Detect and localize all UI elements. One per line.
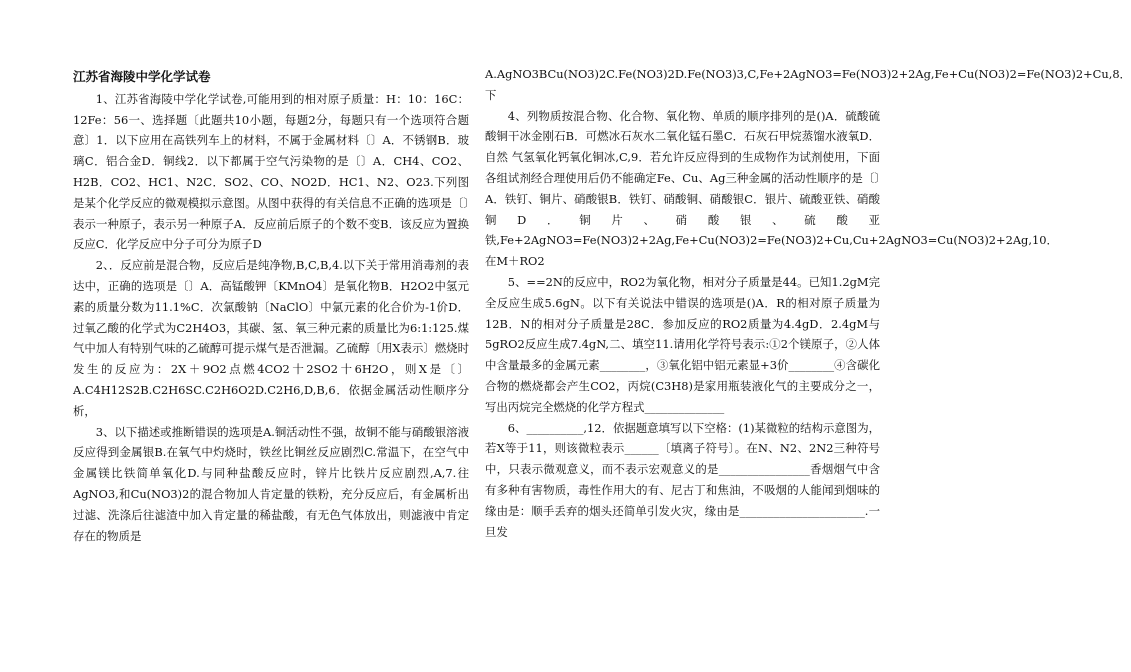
paragraph: 1、江苏省海陵中学化学试卷,可能用到的相对原子质量：H：10：16C：12Fe：56一、选择题〔此题共10小题，每题2分，每题只有一个选项符合题意〕1．以下应用在高铁列车上的材料，不属于金属材料〔〕A．不锈钢B．玻璃C．铝合金D．铜线2．以下都属于空气污染物的是〔〕A．CH4、CO2、H2B．CO2、HC1、N2C．SO2、CO、NO2D．HC1、N2、O23.下列图是某个化学反应的微观模拟示意图。从图中获得的有关信息不正确的选项是〔〕表示一种原子，表示另一种原子A．反应前后原子的个数不变B．该反应为置换反应C．化学反应中分子可分为原子D bbox=[73, 91, 469, 252]
paragraph: 6、__________,12．依据题意填写以下空格：(1)某微粒的结构示意图为，若X等于11，则该微粒表示______〔填离子符号〕。在N、N2、2N2三种符号中，只表示微观意义，而不表示宏观意义的是________________香烟烟气中含有多种有害物质，毒性作用大的有、尼古丁和焦油，不吸烟的人能闻到烟味的缘由是：顺手丢弃的烟头还简单引发火灾，缘由是______________________.一旦发 bbox=[485, 420, 880, 539]
right-column bbox=[485, 64, 1131, 542]
paragraph: 2、．反应前是混合物，反应后是纯净物,B,C,B,4.以下关于常用消毒剂的表达中，正确的选项是〔〕A．高锰酸钾〔KMnO4〕是氧化物B．H2O2中氢元素的质量分数为11.1%C．次氯酸钠〔NaClO〕中氯元素的化合价为-1价D．过氧乙酸的化学式为C2H4O3，其碳、氢、氧三种元素的质量比为6:1:125.煤气中加人有特别气味的乙硫醇可提示煤气是否泄漏。乙硫醇〔用X表示〕燃烧时发生的反应为：2X＋9O2点燃4CO2十2SO2十6H2O，则X是〔〕A.C4H12S2B.C2H6SC.C2H6O2D.C2H6,D,B,6．依据金属活动性顺序分析， bbox=[73, 258, 469, 418]
document-title: 江苏省海陵中学化学试卷 bbox=[73, 69, 211, 84]
paragraph: 5、==2N的反应中，RO2为氧化物，相对分子质量是44。已知1.2gM完全反应生成5.6gN。以下有关说法中错误的选项是()A．R的相对原子质量为12B．N的相对分子质量是28C．参加反应的RO2质量为4.4gD．2.4gM与5gRO2反应生成7.4gN,二、填空11.请用化学符号表示:①2个镁原子，②人体中含量最多的金属元素________，③氧化铝中铝元素显+3价________④含碳化合物的燃烧都会产生CO2，丙烷(C3H8)是家用瓶装液化气的主要成分之一，写出丙烷完全燃烧的化学方程式______________ bbox=[485, 274, 880, 414]
paragraph: A.AgNO3BCu(NO3)2C.Fe(NO3)2D.Fe(NO3)3,C,Fe+2AgNO3=Fe(NO3)2+2Ag,Fe+Cu(NO3)2=Fe(NO3)2+Cu,8．下 bbox=[485, 67, 1131, 102]
left-column bbox=[73, 64, 469, 546]
paragraph: 4、列物质按混合物、化合物、氧化物、单质的顺序排列的是()A．硫酸硫酸铜干冰金刚石B．可燃冰石灰水二氧化锰石墨C．石灰石甲烷蒸馏水液氧D．自然 气氢氧化钙氧化铜冰,C,9．若允许反应得到的生成物作为试剂使用，下面各组试剂经合理使用后仍不能确定Fe、Cu、Ag三种金属的活动性顺序的是〔〕A．铁钉、铜片、硝酸银B．铁钉、硝酸铜、硝酸银C．银片、硫酸亚铁、硝酸铜D．铜片、硝酸银、硫酸亚铁,Fe+2AgNO3=Fe(NO3)2+2Ag,Fe+Cu(NO3)2=Fe(NO3)2+Cu,Cu+2AgNO3=Cu(NO3)2+2Ag,10．在M＋RO2 bbox=[485, 108, 1058, 269]
paragraph: 3、以下描述或推断错误的选项是A.铜活动性不强，故铜不能与硝酸银溶液反应得到金属银B.在氧气中灼烧时，铁丝比铜丝反应剧烈C.常温下，在空气中金属镁比铁简单氧化D.与同种盐酸反应时，锌片比铁片反应剧烈,A,7.往AgNO3,和Cu(NO3)2的混合物加人肯定量的铁粉，充分反应后，有金属析出过滤、洗涤后往滤渣中加入肯定量的稀盐酸，有无色气体放出，则滤液中肯定存在的物质是 bbox=[73, 424, 469, 543]
